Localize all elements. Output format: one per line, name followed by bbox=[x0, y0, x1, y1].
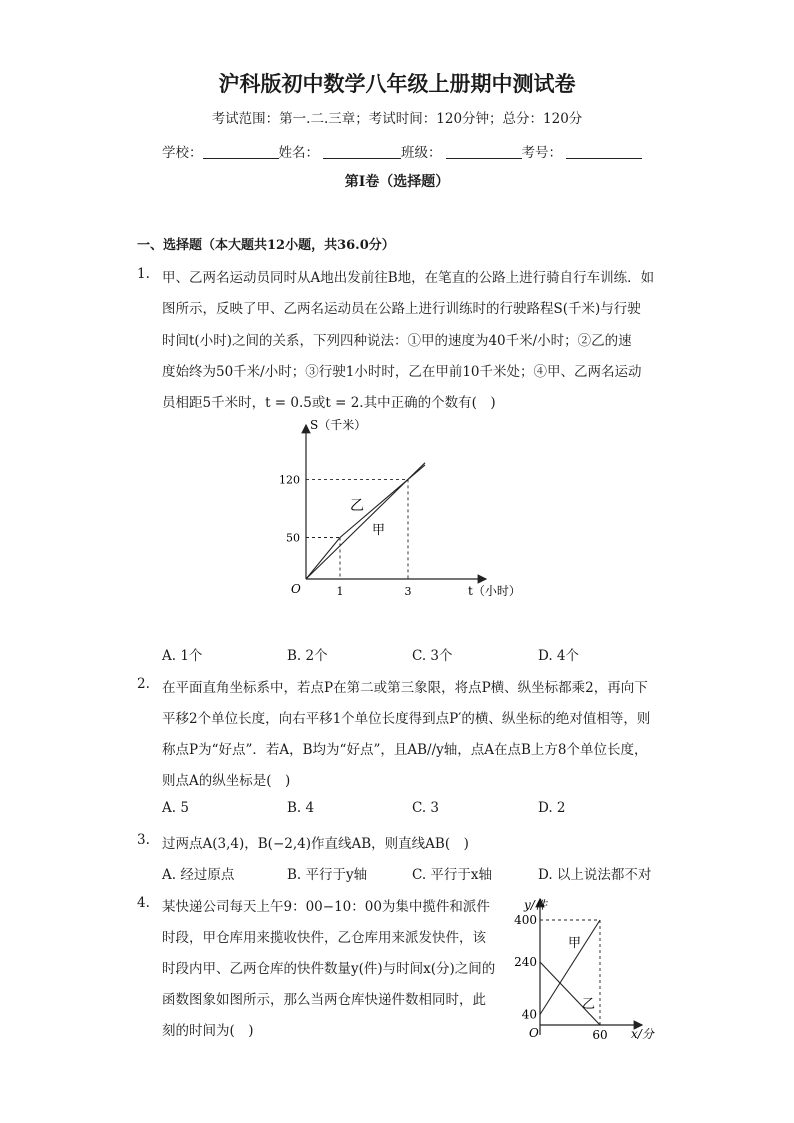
series-label-jia: 甲 bbox=[372, 523, 386, 538]
question-1-line-5: 员相距5千米时，t = 0.5或t = 2.其中正确的个数有( ) bbox=[162, 395, 496, 411]
question-3-line-1: 过两点A(3,4)，B(−2,4)作直线AB，则直线AB( ) bbox=[162, 836, 469, 852]
question-4-number: 4. bbox=[137, 895, 150, 911]
question-3-option-c[interactable]: C. 平行于x轴 bbox=[412, 867, 493, 883]
question-4-line-5: 刻的时间为( ) bbox=[162, 1023, 254, 1039]
y-tick-50: 50 bbox=[286, 531, 300, 545]
series-label-yi: 乙 bbox=[582, 997, 596, 1012]
question-1-graph bbox=[270, 415, 530, 610]
x-axis-label: x/分 bbox=[631, 1027, 654, 1041]
question-2-line-1: 在平面直角坐标系中，若点P在第二或第三象限，将点P横、纵坐标都乘2，再向下 bbox=[162, 680, 648, 696]
y-axis-label: S（千米） bbox=[310, 418, 367, 432]
class-blank[interactable] bbox=[446, 144, 522, 159]
question-4-graph bbox=[510, 895, 670, 1050]
y-tick-120: 120 bbox=[279, 473, 300, 487]
student-info-row bbox=[162, 141, 642, 161]
class-label: 班级： bbox=[401, 145, 442, 161]
origin-label: O bbox=[529, 1026, 539, 1040]
y-tick-400: 400 bbox=[514, 913, 537, 927]
school-blank[interactable] bbox=[203, 144, 279, 159]
question-3-option-a[interactable]: A. 经过原点 bbox=[162, 867, 235, 883]
question-1-option-d[interactable]: D. 4个 bbox=[538, 648, 580, 664]
series-label-yi: 乙 bbox=[350, 498, 364, 514]
origin-label: O bbox=[291, 582, 301, 596]
question-2-option-c[interactable]: C. 3 bbox=[412, 800, 440, 816]
question-3-option-b[interactable]: B. 平行于y轴 bbox=[287, 867, 368, 883]
question-3-number: 3. bbox=[137, 832, 150, 848]
question-1-option-a[interactable]: A. 1个 bbox=[162, 648, 203, 664]
y-tick-40: 40 bbox=[521, 1007, 537, 1022]
question-3-option-d[interactable]: D. 以上说法都不对 bbox=[538, 867, 652, 883]
y-axis-label: y/件 bbox=[524, 898, 547, 912]
question-2-number: 2. bbox=[137, 676, 150, 692]
question-2-option-d[interactable]: D. 2 bbox=[538, 800, 566, 816]
y-tick-240: 240 bbox=[514, 955, 537, 969]
question-1-number: 1. bbox=[137, 266, 150, 282]
exam-info: 考试范围：第一.二.三章；考试时间：120分钟；总分：120分 bbox=[211, 111, 583, 127]
question-1-line-2: 图所示，反映了甲、乙两名运动员在公路上进行训练时的行驶路程S(千米)与行驶 bbox=[162, 301, 641, 317]
question-2-line-4: 则点A的纵坐标是( ) bbox=[162, 773, 291, 789]
question-1-line-3: 时间t(小时)之间的关系，下列四种说法：①甲的速度为40千米/小时；②乙的速 bbox=[162, 333, 632, 349]
x-tick-1: 1 bbox=[336, 585, 344, 598]
question-2-option-b[interactable]: B. 4 bbox=[287, 800, 315, 816]
question-1-line-4: 度始终为50千米/小时；③行驶1小时时，乙在甲前10千米处；④甲、乙两名运动 bbox=[162, 364, 642, 380]
question-2-line-3: 称点P为“好点”．若A，B均为“好点”，且AB//y轴，点A在点B上方8个单位长度， bbox=[162, 742, 648, 758]
x-axis-label: t（小时） bbox=[468, 584, 521, 598]
page-title: 沪科版初中数学八年级上册期中测试卷 bbox=[218, 71, 576, 96]
question-1-option-c[interactable]: C. 3个 bbox=[412, 648, 453, 664]
exam-number-blank[interactable] bbox=[566, 144, 642, 159]
series-label-jia: 甲 bbox=[568, 936, 582, 951]
question-2-option-a[interactable]: A. 5 bbox=[162, 800, 189, 816]
question-1-line-1: 甲、乙两名运动员同时从A地出发前往B地，在笔直的公路上进行骑自行车训练．如 bbox=[162, 270, 655, 286]
series-line-yi bbox=[540, 962, 600, 1025]
exam-number-label: 考号： bbox=[521, 145, 562, 161]
question-1-option-b[interactable]: B. 2个 bbox=[287, 648, 328, 664]
volume-title: 第I卷（选择题） bbox=[344, 174, 450, 190]
question-4-line-1: 某快递公司每天上午9：00−10：00为集中揽件和派件 bbox=[162, 899, 490, 915]
school-label: 学校： bbox=[162, 145, 203, 161]
name-label: 姓名： bbox=[278, 145, 319, 161]
question-4-line-4: 函数图象如图所示，那么当两仓库快递件数相同时，此 bbox=[162, 992, 486, 1008]
question-2-line-2: 平移2个单位长度，向右平移1个单位长度得到点P′的横、纵坐标的绝对值相等，则 bbox=[162, 711, 651, 727]
x-tick-60: 60 bbox=[592, 1028, 608, 1042]
section-title: 一、选择题（本大题共12小题，共36.0分） bbox=[137, 238, 395, 253]
question-4-line-2: 时段，甲仓库用来揽收快件，乙仓库用来派发快件，该 bbox=[162, 930, 486, 946]
x-tick-3: 3 bbox=[404, 585, 412, 598]
question-4-line-3: 时段内甲、乙两仓库的快件数量y(件)与时间x(分)之间的 bbox=[162, 961, 496, 977]
name-blank[interactable] bbox=[323, 144, 401, 159]
